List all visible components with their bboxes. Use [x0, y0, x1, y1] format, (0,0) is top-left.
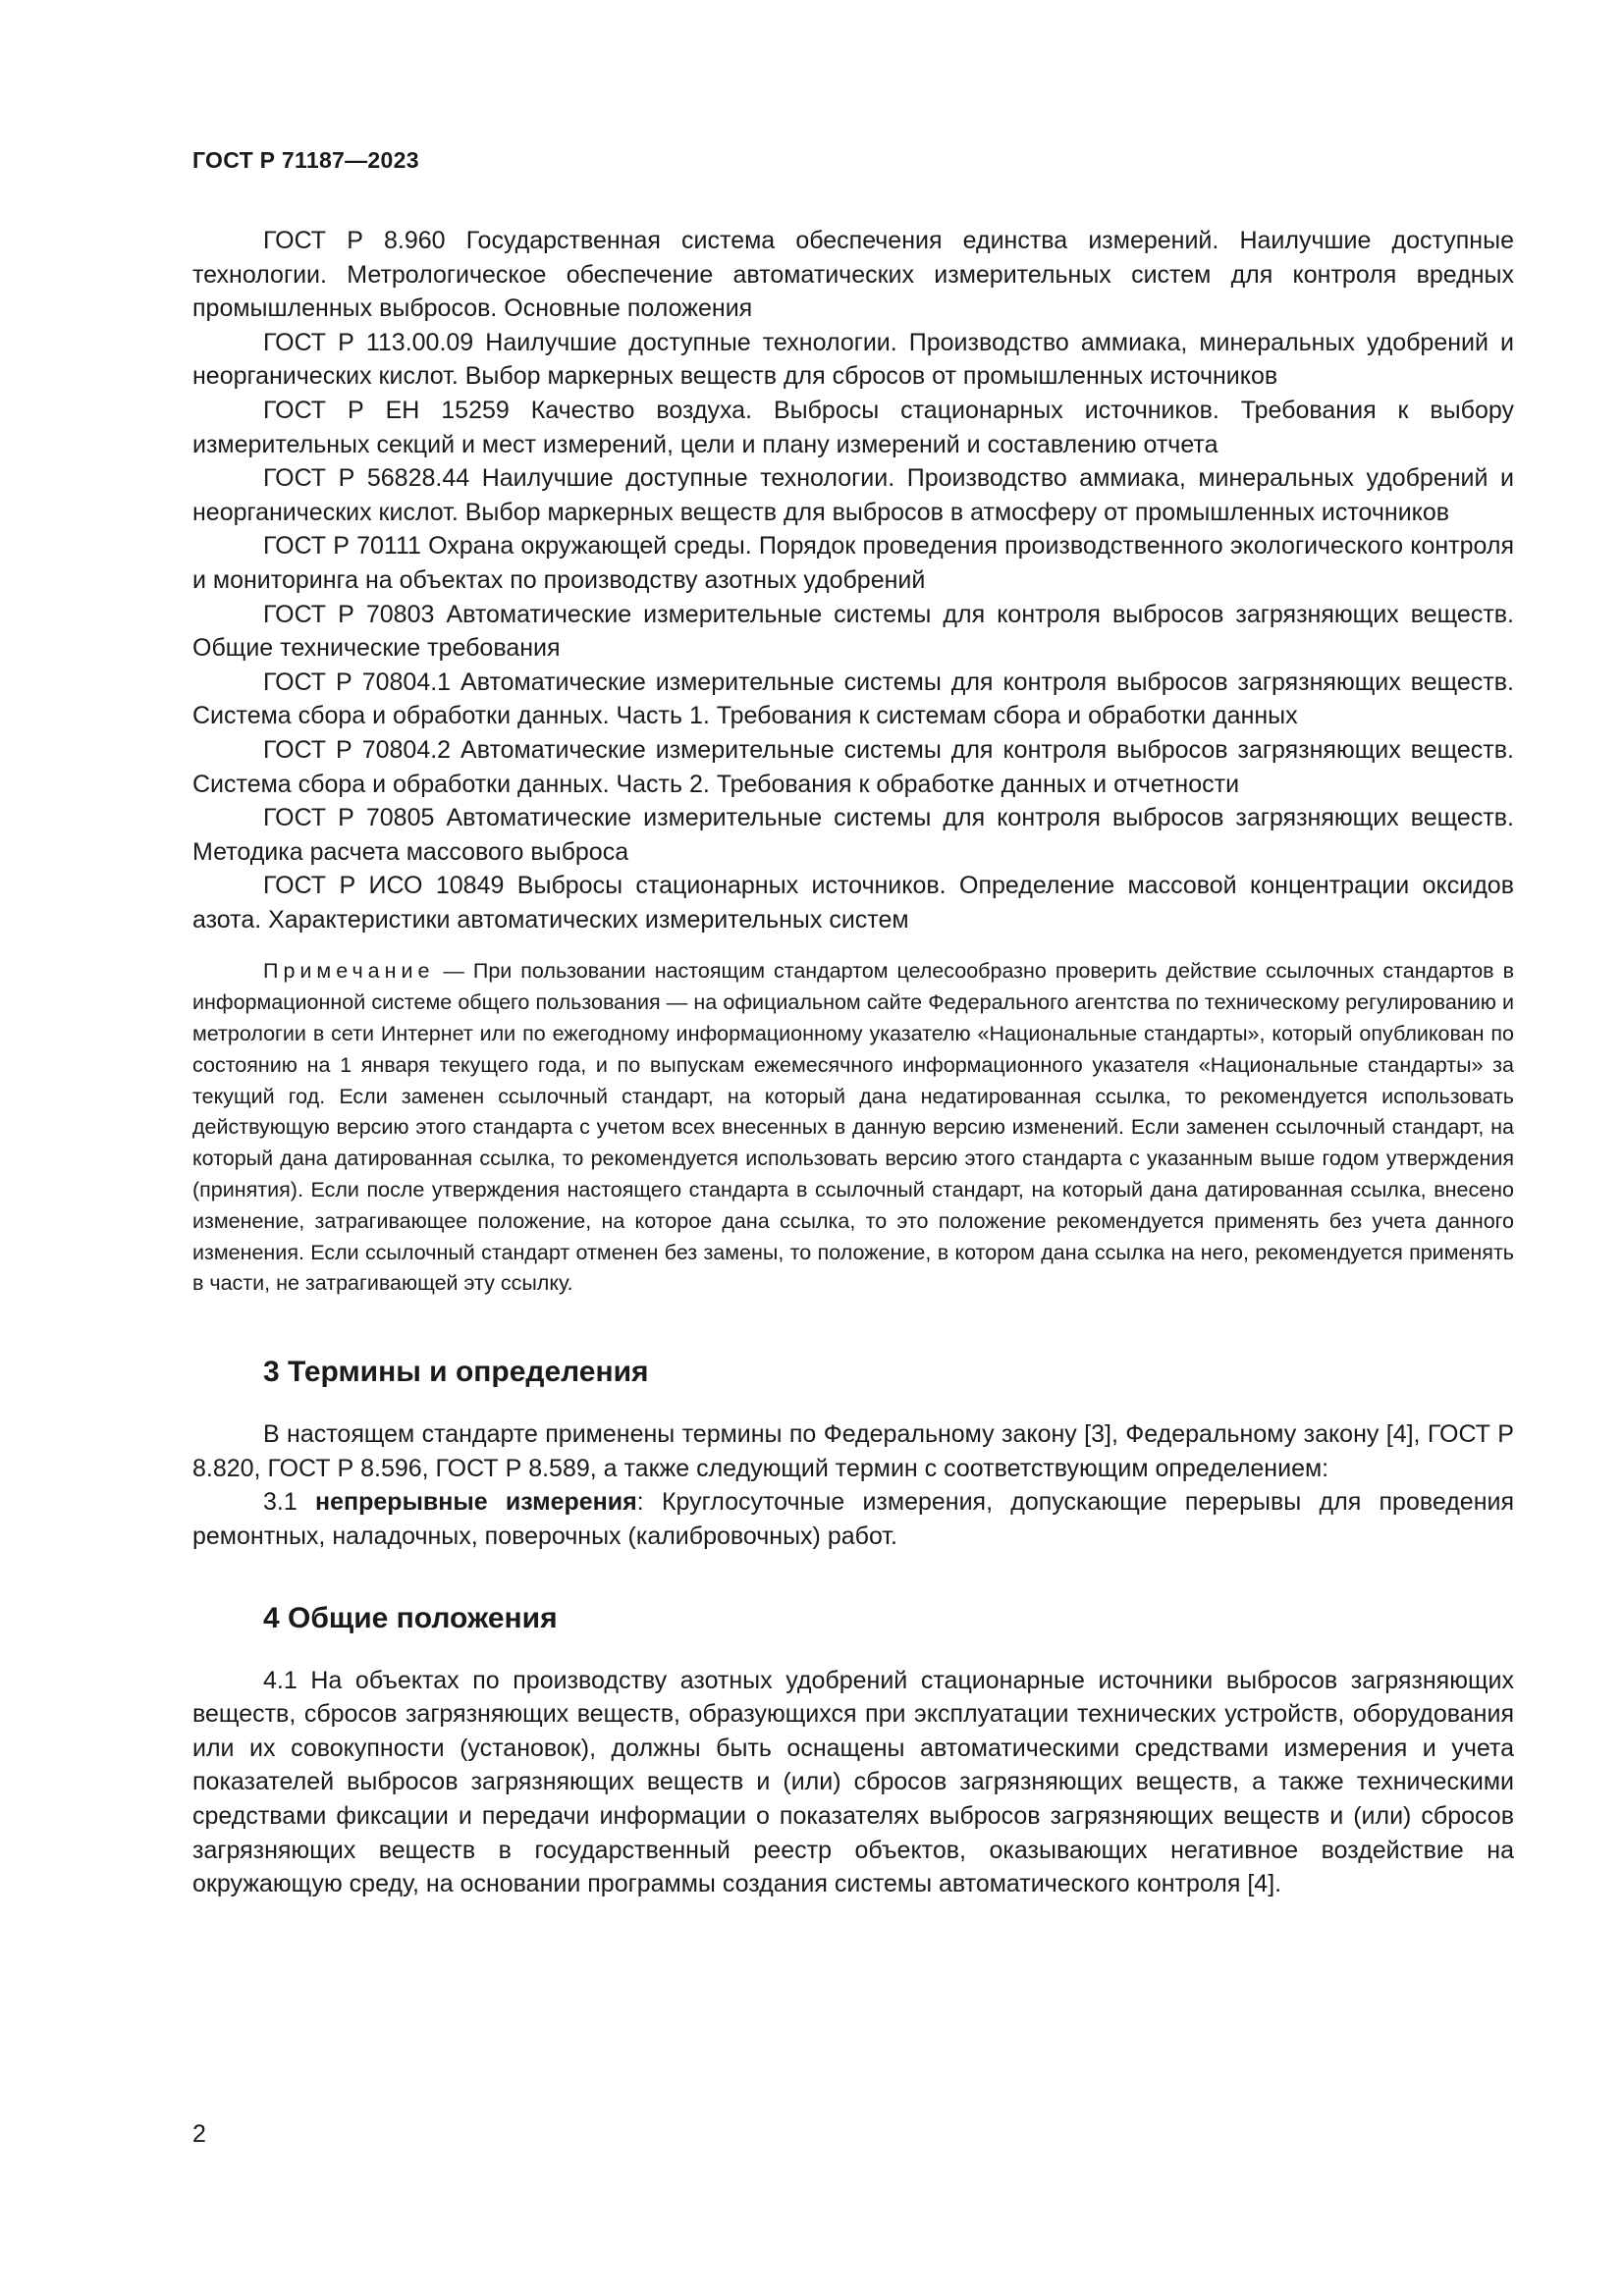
reference-item: ГОСТ Р ИСО 10849 Выбросы стационарных источников. Определение массовой концентрации оксидов азота. Характеристики автоматических измерительных систем	[192, 872, 1514, 934]
reference-item: ГОСТ Р ЕН 15259 Качество воздуха. Выбросы стационарных источников. Требования к выбору измерительных секций и мест измерений, цели и плану измерений и составлению отчета	[192, 396, 1514, 458]
document-header: ГОСТ Р 71187—2023	[192, 147, 419, 173]
section-4-paragraph-1: 4.1 На объектах по производству азотных удобрений стационарные источники выбросов загрязняющих веществ, сбросов загрязняющих веществ, образующихся при эксплуатации технических устройств, оборудования или их совокупности (установок), должны быть оснащены автоматическими средствами измерения и учета показателей выбросов загрязняющих веществ и (или) сбросов загрязняющих веществ, а также техническими средствами фиксации и передачи информации о показателях выбросов загрязняющих веществ и (или) сбросов загрязняющих веществ в государственный реестр объектов, оказывающих негативное воздействие на окружающую среду, на основании программы создания системы автоматического контроля [4].	[192, 1666, 1514, 1898]
term-number: 3.1	[263, 1488, 316, 1517]
reference-item: ГОСТ Р 70111 Охрана окружающей среды. Порядок проведения производственного экологического контроля и мониторинга на объектах по производству азотных удобрений	[192, 532, 1514, 594]
section-4-title: 4 Общие положения	[263, 1601, 558, 1634]
reference-item: ГОСТ Р 113.00.09 Наилучшие доступные технологии. Производство аммиака, минеральных удобрений и неорганических кислот. Выбор маркерных веществ для сбросов от промышленных источников	[192, 328, 1514, 391]
term-definition	[192, 1485, 1514, 1553]
note-paragraph	[192, 956, 1514, 1300]
note-text: — При пользовании настоящим стандартом целесообразно проверить действие ссылочных стандартов в информационной системе общего пользования — на официальном сайте Федерального агентства по техническому регулированию и метрологии в сети Интернет или по ежегодному информационному указателю «Национальные стандарты», который опубликован по состоянию на 1 января текущего года, и по выпускам ежемесячного информационного указателя «Национальные стандарты» за текущий год. Если заменен ссылочный стандарт, на который дана недатированная ссылка, то рекомендуется использовать действующую версию этого стандарта с учетом всех внесенных в данную версию изменений. Если заменен ссылочный стандарт, на который дана датированная ссылка, то рекомендуется использовать версию этого стандарта с указанным выше годом утверждения (принятия). Если после утверждения настоящего стандарта в ссылочный стандарт, на который дана датированная ссылка, внесено изменение, затрагивающее положение, на которое дана ссылка, то это положение рекомендуется применять без учета данного изменения. Если ссылочный стандарт отменен без замены, то положение, в котором дана ссылка на него, рекомендуется применять в части, не затрагивающей эту ссылку.	[192, 959, 1514, 1296]
reference-item: ГОСТ Р 8.960 Государственная система обеспечения единства измерений. Наилучшие доступные технологии. Метрологическое обеспечение автоматических измерительных систем для контроля вредных промышленных выбросов. Основные положения	[192, 227, 1514, 323]
note-label: Примечание	[263, 959, 435, 984]
reference-item: ГОСТ Р 70803 Автоматические измерительные системы для контроля выбросов загрязняющих веществ. Общие технические требования	[192, 600, 1514, 663]
reference-item: ГОСТ Р 56828.44 Наилучшие доступные технологии. Производство аммиака, минеральных удобрений и неорганических кислот. Выбор маркерных веществ для выбросов в атмосферу от промышленных источников	[192, 464, 1514, 526]
reference-item: ГОСТ Р 70804.2 Автоматические измерительные системы для контроля выбросов загрязняющих веществ. Система сбора и обработки данных. Часть 2. Требования к обработке данных и отчетности	[192, 735, 1514, 798]
section-3-title: 3 Термины и определения	[263, 1356, 649, 1389]
page-number: 2	[192, 2120, 206, 2148]
term-definition-text: : Круглосуточные измерения, допускающие перерывы для проведения ремонтных, наладочных, поверочных (калибровочных) работ.	[192, 1488, 1515, 1551]
reference-item: ГОСТ Р 70804.1 Автоматические измерительные системы для контроля выбросов загрязняющих веществ. Система сбора и обработки данных. Часть 1. Требования к системам сбора и обработки данных	[192, 667, 1514, 730]
document-body	[192, 224, 1514, 1901]
term-name: непрерывные измерения	[315, 1488, 637, 1517]
section-3-intro: В настоящем стандарте применены термины по Федеральному закону [3], Федеральному закону [4], ГОСТ Р 8.820, ГОСТ Р 8.596, ГОСТ Р 8.589, а также следующий термин с соответствующим определением:	[192, 1420, 1514, 1482]
reference-item: ГОСТ Р 70805 Автоматические измерительные системы для контроля выбросов загрязняющих веществ. Методика расчета массового выброса	[192, 804, 1514, 866]
normative-references-list	[192, 224, 1514, 936]
